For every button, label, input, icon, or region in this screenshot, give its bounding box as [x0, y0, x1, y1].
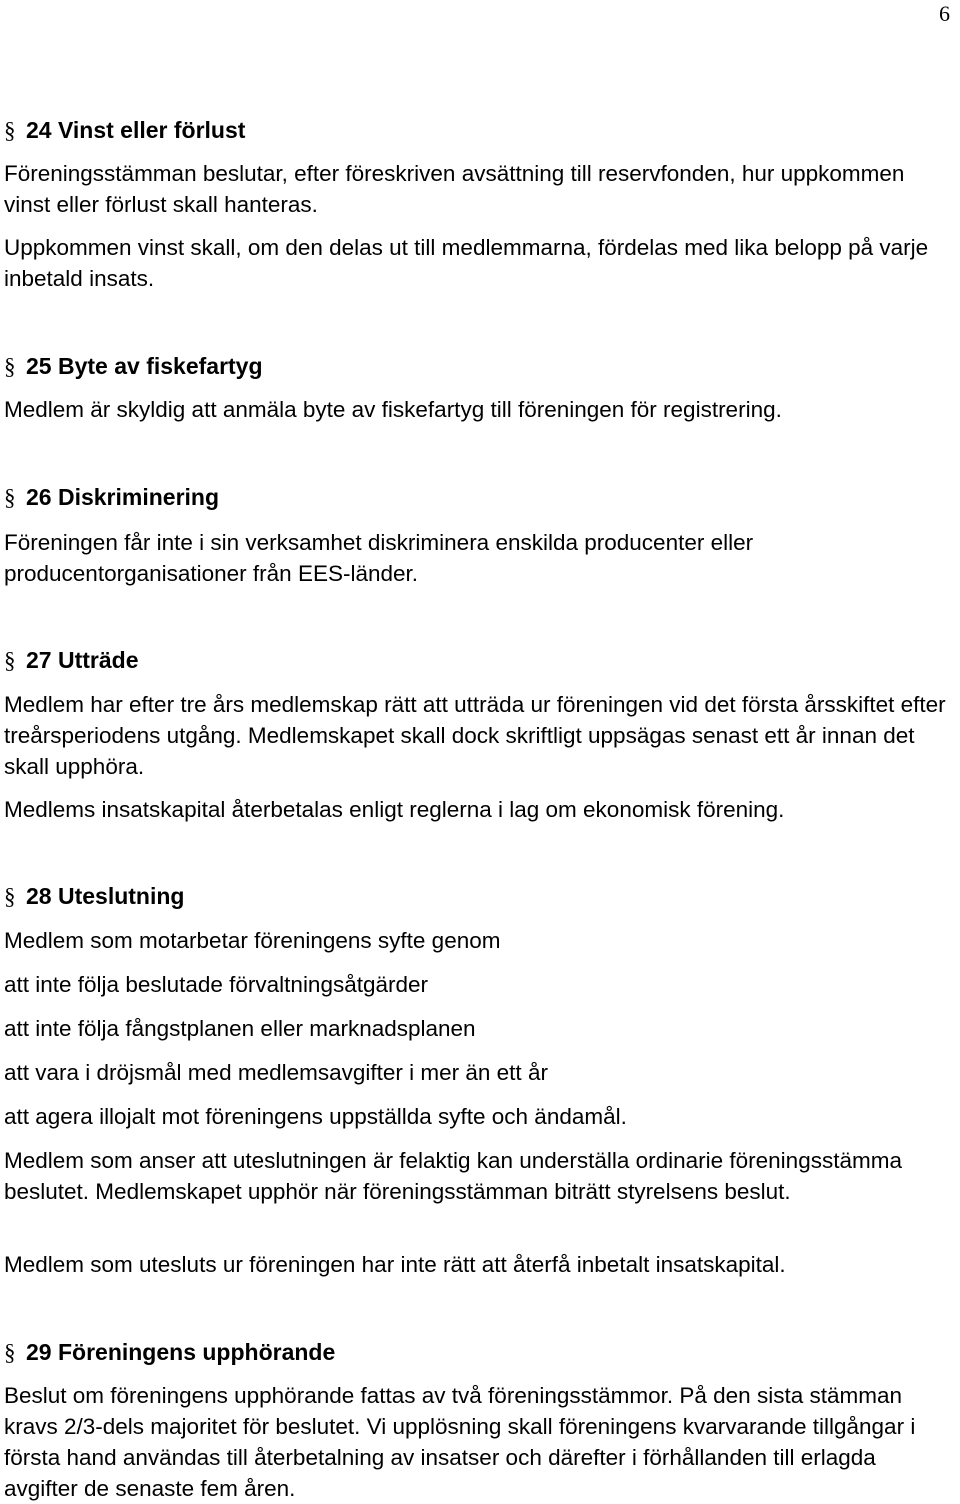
paragraph: Beslut om föreningens upphörande fattas av två föreningsstämmor. På den sista stämman kravs 2/3-dels majoritet för beslutet. Vi upplösning skall föreningens kvarvarande tillgångar i första hand användas till återbetalning av insatser och därefter i förhållanden till erlagda avgifter de senaste fem åren. — [4, 1383, 916, 1501]
page-number: 6 — [939, 1, 950, 26]
paragraph: Medlem som utesluts ur föreningen har inte rätt att återfå inbetalt insatskapital. — [4, 1252, 786, 1277]
section-symbol: § — [4, 1340, 16, 1365]
section-title: 29 Föreningens upphörande — [26, 1339, 336, 1365]
section-title: 25 Byte av fiskefartyg — [26, 353, 263, 379]
section-title: 26 Diskriminering — [26, 484, 220, 510]
section-symbol: § — [4, 485, 16, 510]
section-symbol: § — [4, 884, 16, 909]
paragraph: Medlem har efter tre års medlemskap rätt att utträda ur föreningen vid det första årsskiftet efter treårsperiodens utgång. Medlemskapet skall dock skriftligt uppsägas senast ett år innan det skall upphöra. — [4, 692, 946, 779]
paragraph: Medlem som anser att uteslutningen är felaktig kan underställa ordinarie föreningsstämma beslutet. Medlemskapet upphör när föreningsstämman biträtt styrelsens beslut. — [4, 1148, 902, 1204]
list-item: att vara i dröjsmål med medlemsavgifter i mer än ett år — [4, 1060, 548, 1085]
section-title: 24 Vinst eller förlust — [26, 117, 246, 143]
section-heading-28 — [4, 881, 948, 912]
paragraph: Medlem som motarbetar föreningens syfte genom — [4, 928, 501, 953]
section-title: 28 Uteslutning — [26, 883, 185, 909]
list-item: att agera illojalt mot föreningens uppställda syfte och ändamål. — [4, 1104, 627, 1129]
list-item: att inte följa beslutade förvaltningsåtgärder — [4, 972, 429, 997]
section-heading-27 — [4, 645, 948, 676]
section-heading-25 — [4, 351, 948, 382]
paragraph: Föreningsstämman beslutar, efter föreskriven avsättning till reservfonden, hur uppkommen vinst eller förlust skall hanteras. — [4, 161, 905, 217]
section-symbol: § — [4, 118, 16, 143]
section-symbol: § — [4, 354, 16, 379]
list-item: att inte följa fångstplanen eller marknadsplanen — [4, 1016, 476, 1041]
section-heading-26 — [4, 482, 948, 513]
paragraph: Medlems insatskapital återbetalas enligt reglerna i lag om ekonomisk förening. — [4, 797, 785, 822]
paragraph: Uppkommen vinst skall, om den delas ut till medlemmarna, fördelas med lika belopp på varje inbetald insats. — [4, 235, 929, 291]
section-heading-29 — [4, 1337, 948, 1368]
paragraph: Medlem är skyldig att anmäla byte av fiskefartyg till föreningen för registrering. — [4, 397, 782, 422]
paragraph: Föreningen får inte i sin verksamhet diskriminera enskilda producenter eller producentorganisationer från EES-länder. — [4, 530, 754, 586]
section-title: 27 Utträde — [26, 647, 139, 673]
section-symbol: § — [4, 648, 16, 673]
section-heading-24 — [4, 115, 948, 146]
